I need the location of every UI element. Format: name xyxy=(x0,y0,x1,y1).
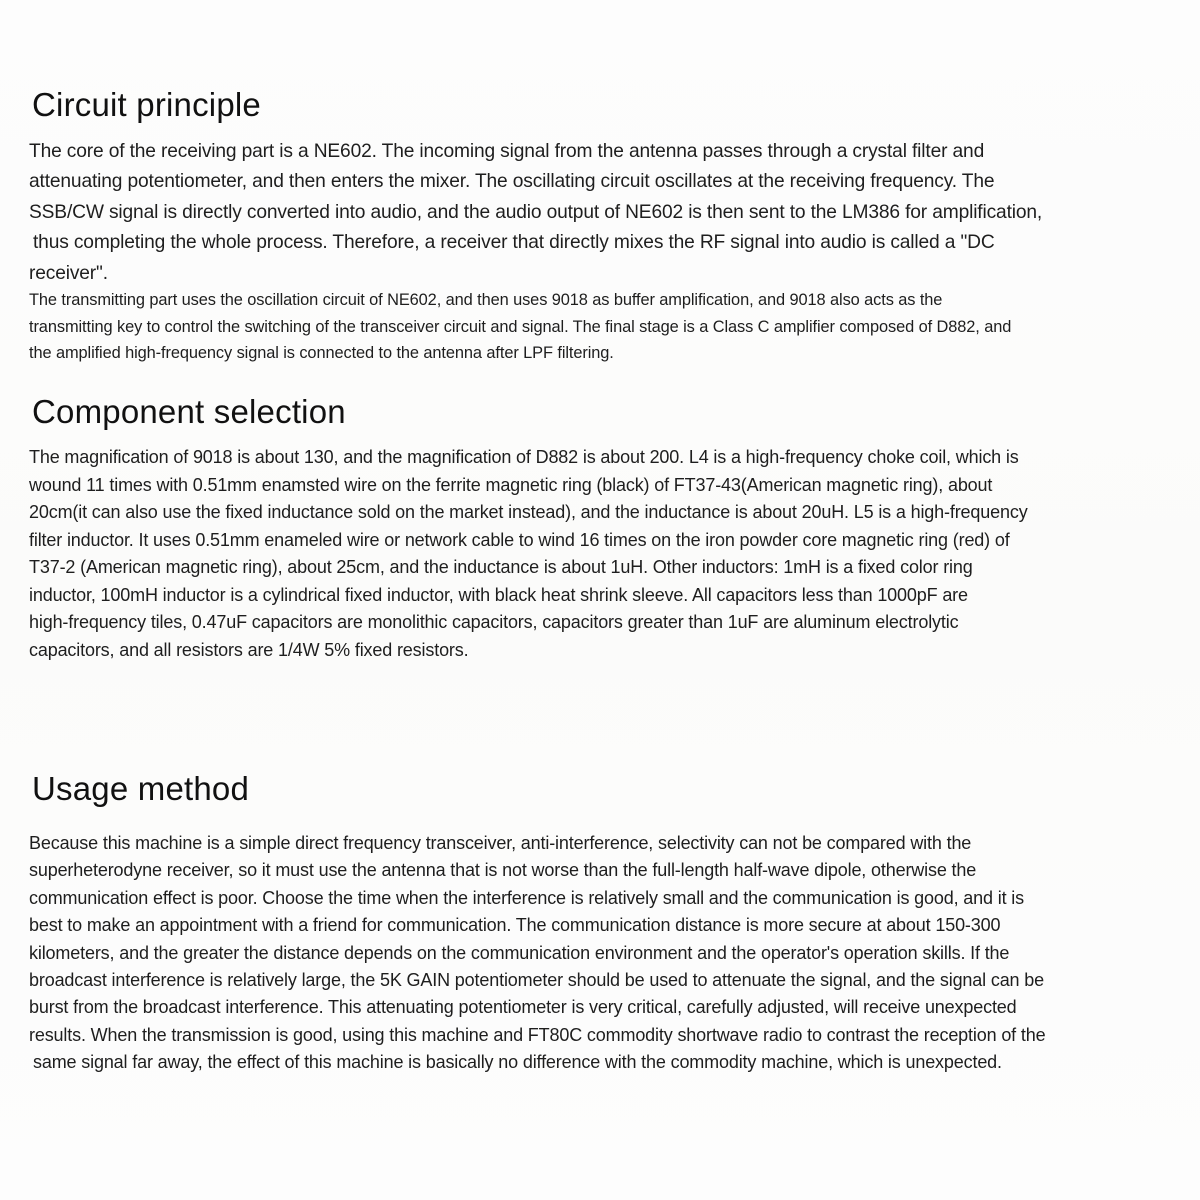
text-line: The magnification of 9018 is about 130, and the magnification of D882 is about 200. L4 is a high-frequency choke coil, which is xyxy=(29,447,1019,467)
text-line: best to make an appointment with a friend for communication. The communication distance is more secure at about 150-300 xyxy=(29,915,1001,936)
text-line: broadcast interference is relatively large, the 5K GAIN potentiometer should be used to attenuate the signal, and the signal can be xyxy=(29,969,1044,990)
text-line: communication effect is poor. Choose the time when the interference is relatively small and the communication is good, and it is xyxy=(29,887,1024,908)
text-line: attenuating potentiometer, and then enters the mixer. The oscillating circuit oscillates at the receiving frequency. The xyxy=(29,171,995,193)
text-line: Because this machine is a simple direct frequency transceiver, anti-interference, selectivity can not be compared with the xyxy=(29,833,972,853)
text-line: SSB/CW signal is directly converted into audio, and the audio output of NE602 is then sent to the LM386 for amplification, xyxy=(29,201,1043,223)
text-line: results. When the transmission is good, using this machine and FT80C commodity shortwave radio to contrast the reception of the xyxy=(29,1024,1046,1045)
text-line: superheterodyne receiver, so it must use the antenna that is not worse than the full-length half-wave dipole, otherwise the xyxy=(29,860,977,881)
text-line: filter inductor. It uses 0.51mm enameled wire or network cable to wind 16 times on the iron powder core magnetic ring (red) of xyxy=(29,529,1010,550)
usage-method-paragraph xyxy=(29,830,1045,1077)
text-line: The core of the receiving part is a NE602. The incoming signal from the antenna passes through a crystal filter and xyxy=(29,141,985,162)
text-line: the amplified high-frequency signal is connected to the antenna after LPF filtering. xyxy=(29,344,614,362)
text-line: The transmitting part uses the oscillation circuit of NE602, and then uses 9018 as buffer amplification, and 9018 also acts as the xyxy=(29,291,943,309)
text-line: burst from the broadcast interference. This attenuating potentiometer is very critical, carefully adjusted, will receive unexpected xyxy=(29,997,1017,1018)
text-line: high-frequency tiles, 0.47uF capacitors are monolithic capacitors, capacitors greater than 1uF are aluminum electrolytic xyxy=(29,612,959,632)
text-line: wound 11 times with 0.51mm enamsted wire on the ferrite magnetic ring (black) of FT37-43(American magnetic ring), about xyxy=(29,474,993,495)
text-line: capacitors, and all resistors are 1/4W 5% fixed resistors. xyxy=(29,639,469,660)
text-line: inductor, 100mH inductor is a cylindrical fixed inductor, with black heat shrink sleeve. All capacitors less than 1000pF are xyxy=(29,584,968,605)
heading-component-selection: Component selection xyxy=(32,393,346,430)
text-line: T37-2 (American magnetic ring), about 25cm, and the inductance is about 1uH. Other inductors: 1mH is a fixed color ring xyxy=(29,557,973,577)
component-selection-paragraph xyxy=(29,444,1028,664)
text-line: thus completing the whole process. Therefore, a receiver that directly mixes the RF signal into audio is called a "DC xyxy=(33,232,995,254)
circuit-principle-paragraph-1 xyxy=(29,137,1042,289)
heading-usage-method: Usage method xyxy=(32,770,250,807)
circuit-principle-paragraph-2 xyxy=(29,287,1011,367)
text-line: receiver". xyxy=(29,262,108,284)
text-line: same signal far away, the effect of this machine is basically no difference with the commodity machine, which is unexpected. xyxy=(33,1052,1002,1073)
heading-circuit-principle: Circuit principle xyxy=(32,86,261,123)
text-line: kilometers, and the greater the distance depends on the communication environment and the operator's operation skills. If the xyxy=(29,942,1010,963)
text-line: 20cm(it can also use the fixed inductance sold on the market instead), and the inductance is about 20uH. L5 is a high-frequency xyxy=(29,502,1028,522)
text-line: transmitting key to control the switching of the transceiver circuit and signal. The final stage is a Class C amplifier composed of D882, and xyxy=(29,317,1012,336)
